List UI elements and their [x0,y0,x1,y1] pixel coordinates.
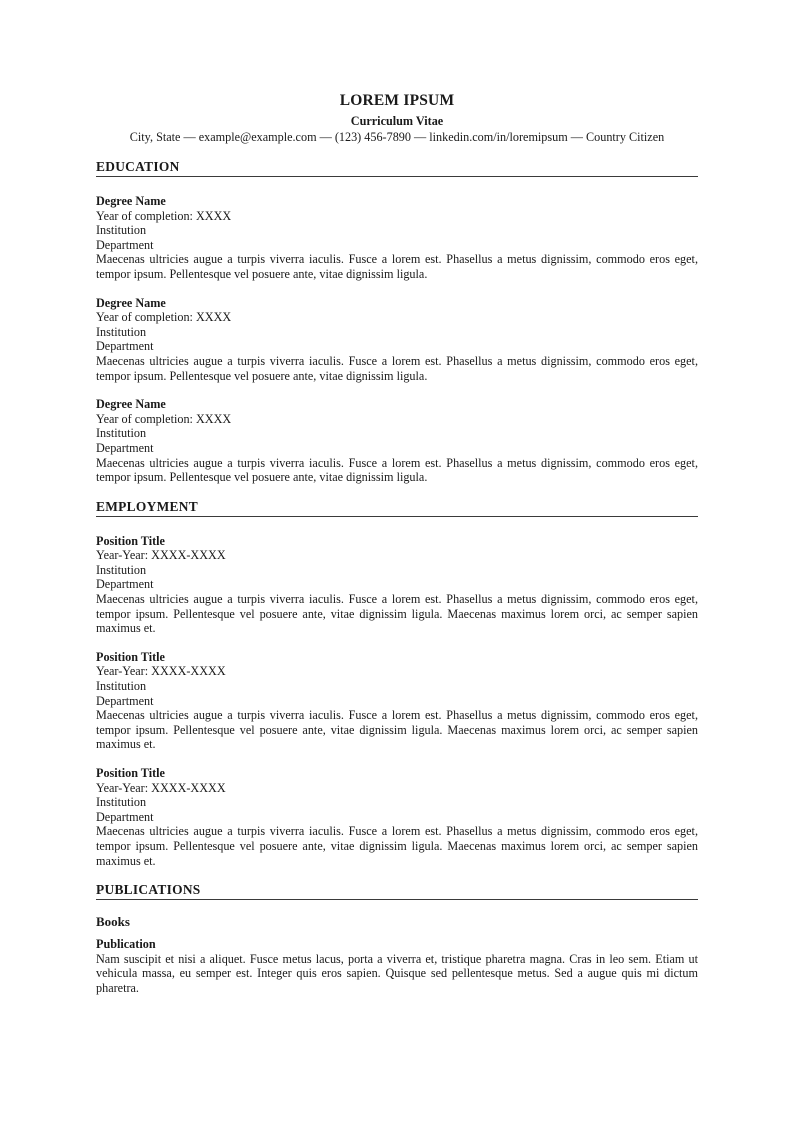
employment-years: Year-Year: XXXX-XXXX [96,548,226,563]
completion-year: Year of completion: XXXX [96,411,232,426]
employment-years: Year-Year: XXXX-XXXX [96,780,226,795]
employment-entry [96,650,698,752]
publication-entry [96,937,698,995]
education-entry [96,296,698,384]
institution: Institution [96,679,147,694]
employment-entry [96,534,698,636]
employment-entry [96,766,698,868]
completion-year: Year of completion: XXXX [96,310,232,325]
entry-description: Maecenas ultricies augue a turpis viverra iaculis. Fusce a lorem est. Phasellus a metus dignissim, commodo eros eget, tempor ipsum. Pellentesque vel posuere ante, vitae dignissim ligula. Maecenas maximus lorem orci, ac semper sapien maximus et. [96,708,698,752]
contact-line: City, State — example@example.com — (123) 456-7890 — linkedin.com/in/loremipsum — Country Citizen [129,130,665,144]
employment-section [96,499,698,868]
section-title-publications: PUBLICATIONS [96,882,698,900]
entry-description: Maecenas ultricies augue a turpis viverra iaculis. Fusce a lorem est. Phasellus a metus dignissim, commodo eros eget, tempor ipsum. Pellentesque vel posuere ante, vitae dignissim ligula. [96,252,698,281]
institution: Institution [96,426,147,441]
person-name: LOREM IPSUM [339,92,455,109]
section-title-education: EDUCATION [96,159,698,177]
position-title: Position Title [96,533,165,548]
section-title-employment: EMPLOYMENT [96,499,698,517]
department: Department [96,693,154,708]
entry-description: Maecenas ultricies augue a turpis viverra iaculis. Fusce a lorem est. Phasellus a metus dignissim, commodo eros eget, tempor ipsum. Pellentesque vel posuere ante, vitae dignissim ligula. Maecenas maximus lorem orci, ac semper sapien maximus et. [96,824,698,868]
institution: Institution [96,223,147,238]
document-subtitle: Curriculum Vitae [350,114,444,128]
degree-name: Degree Name [96,295,166,310]
entry-description: Maecenas ultricies augue a turpis viverra iaculis. Fusce a lorem est. Phasellus a metus dignissim, commodo eros eget, tempor ipsum. Pellentesque vel posuere ante, vitae dignissim ligula. Maecenas maximus lorem orci, ac semper sapien maximus et. [96,592,698,636]
institution: Institution [96,324,147,339]
publications-section [96,882,698,995]
education-section [96,159,698,485]
institution: Institution [96,795,147,810]
cv-header [96,92,698,145]
entry-description: Maecenas ultricies augue a turpis viverra iaculis. Fusce a lorem est. Phasellus a metus dignissim, commodo eros eget, tempor ipsum. Pellentesque vel posuere ante, vitae dignissim ligula. [96,353,698,383]
employment-years: Year-Year: XXXX-XXXX [96,664,226,679]
department: Department [96,577,154,592]
position-title: Position Title [96,649,165,664]
education-entry [96,397,698,485]
entry-description: Maecenas ultricies augue a turpis viverra iaculis. Fusce a lorem est. Phasellus a metus dignissim, commodo eros eget, tempor ipsum. Pellentesque vel posuere ante, vitae dignissim ligula. [96,455,698,485]
department: Department [96,809,154,824]
department: Department [96,237,154,252]
department: Department [96,440,154,455]
degree-name: Degree Name [96,397,166,412]
institution: Institution [96,562,147,577]
publication-description: Nam suscipit et nisi a aliquet. Fusce metus lacus, porta a viverra et, tristique pharetra magna. Cras in leo sem. Etiam ut vehicula massa, eu semper est. Integer quis eros sapien. Quisque sed pellentesque metus. Sed a augue quis mi dictum pharetra. [96,951,698,995]
completion-year: Year of completion: XXXX [96,208,232,223]
publication-title: Publication [96,937,156,952]
department: Department [96,339,154,354]
subsection-title-books: Books [96,914,130,930]
cv-document [96,92,698,996]
education-entry [96,194,698,282]
degree-name: Degree Name [96,194,166,208]
position-title: Position Title [96,766,165,780]
